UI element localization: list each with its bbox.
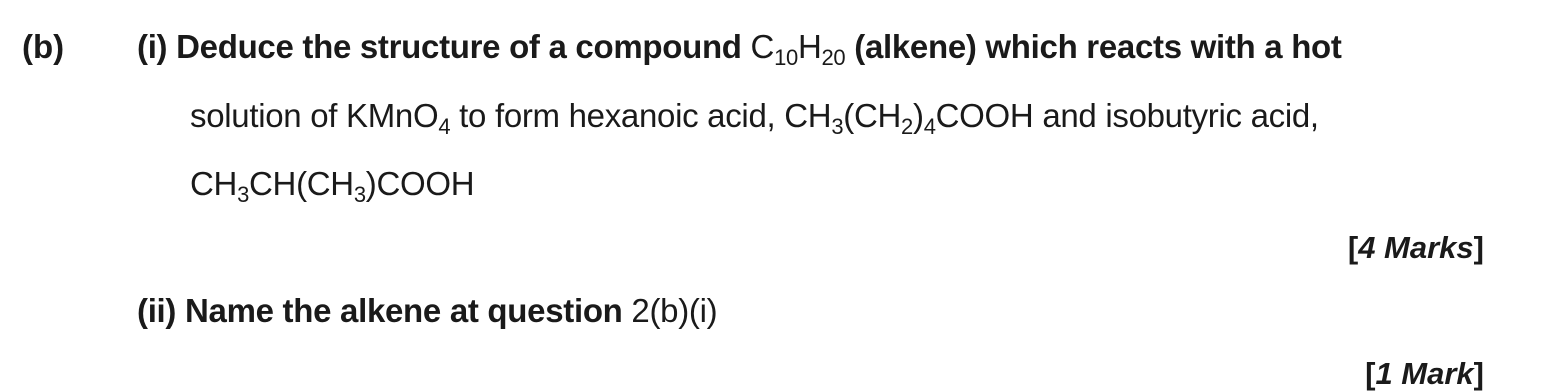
question-i-line-3 xyxy=(190,165,475,207)
marks-ii xyxy=(1365,356,1484,392)
formula-ch2-sub: 2 xyxy=(901,114,913,139)
formula-c10h20 xyxy=(750,28,846,70)
question-i-line2-text-a: solution of xyxy=(190,97,338,134)
marks-close-bracket: ] xyxy=(1473,230,1484,265)
formula-ch-sub: 3 xyxy=(237,182,250,207)
formula-ch2-open: (CH xyxy=(843,97,902,134)
question-i-line2-text-b: to form hexanoic acid, xyxy=(459,97,776,134)
formula-end: )COOH xyxy=(365,165,475,202)
marks-open-bracket: [ xyxy=(1347,230,1359,265)
question-ii-line xyxy=(137,292,717,330)
question-reference: 2(b)(i) xyxy=(631,292,718,329)
formula-h: H xyxy=(797,28,822,65)
sub-question-i-label: (i) xyxy=(137,28,168,65)
marks-text: 1 Mark xyxy=(1375,356,1474,391)
formula-hexanoic-acid xyxy=(784,97,1034,139)
formula-isobutyric-acid xyxy=(190,165,475,207)
formula-c: C xyxy=(750,28,775,65)
marks-text: 4 Marks xyxy=(1358,230,1474,265)
question-ii-text: Name the alkene at question xyxy=(185,292,623,329)
question-i-text-b: (alkene) which reacts with a hot xyxy=(854,28,1342,65)
formula-ch2-count: 4 xyxy=(923,114,936,139)
formula-mid: CH(CH xyxy=(249,165,354,202)
formula-kmno: KMnO xyxy=(346,97,439,134)
formula-kmno4 xyxy=(346,97,451,139)
formula-h-sub: 20 xyxy=(821,45,846,70)
formula-cooh: COOH xyxy=(935,97,1034,134)
marks-open-bracket: [ xyxy=(1365,356,1376,391)
question-i-line-1 xyxy=(137,28,1342,70)
sub-question-ii-label: (ii) xyxy=(137,292,177,329)
question-i-line-2 xyxy=(190,97,1319,139)
formula-c-sub: 10 xyxy=(774,45,798,70)
formula-ch: CH xyxy=(190,165,238,202)
formula-kmno-sub: 4 xyxy=(438,114,451,139)
question-i-text-a: Deduce the structure of a compound xyxy=(176,28,742,65)
formula-ch2-close: ) xyxy=(912,97,924,134)
marks-i xyxy=(1348,230,1484,266)
marks-close-bracket: ] xyxy=(1473,356,1484,391)
part-label: (b) xyxy=(22,28,65,65)
formula-ch-sub: 3 xyxy=(831,114,844,139)
question-i-line2-text-c: and isobutyric acid, xyxy=(1042,97,1319,134)
formula-ch: CH xyxy=(784,97,832,134)
formula-mid-sub: 3 xyxy=(353,182,366,207)
